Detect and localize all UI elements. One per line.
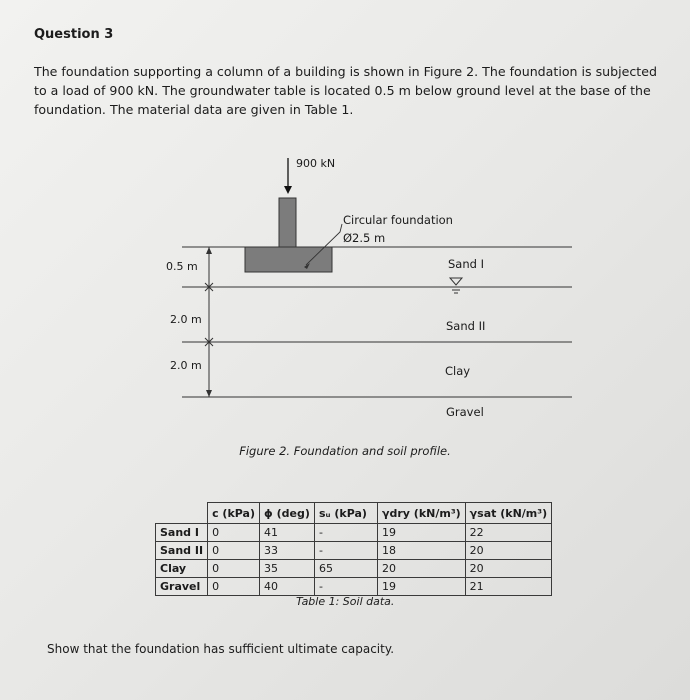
header-phi: ϕ (deg) (260, 503, 315, 524)
cell-gamma-dry: 20 (378, 560, 466, 578)
cell-gamma-sat: 20 (465, 560, 551, 578)
cell-gamma-dry: 19 (378, 578, 466, 596)
table-row (156, 560, 552, 578)
cell-phi: 35 (260, 560, 315, 578)
cell-gamma-sat: 20 (465, 542, 551, 560)
cell-phi: 33 (260, 542, 315, 560)
table-caption: Table 1: Soil data. (296, 595, 395, 608)
cell-gamma-sat: 21 (465, 578, 551, 596)
dim-arrow-bottom-icon (206, 390, 212, 397)
cell-c: 0 (208, 560, 260, 578)
cell-c: 0 (208, 578, 260, 596)
header-su: sᵤ (kPa) (315, 503, 378, 524)
figure-caption: Figure 2. Foundation and soil profile. (239, 444, 451, 458)
load-label: 900 kN (296, 157, 336, 170)
cell-su: - (315, 578, 378, 596)
question-prompt: Show that the foundation has sufficient ultimate capacity. (47, 642, 395, 656)
question-title: Question 3 (34, 27, 114, 42)
header-gamma-dry: γdry (kN/m³) (378, 503, 466, 524)
header-c: c (kPa) (208, 503, 260, 524)
layer-label-sand1: Sand I (448, 257, 484, 271)
soil-data-table (155, 502, 552, 596)
cell-c: 0 (208, 542, 260, 560)
layer-label-gravel: Gravel (446, 405, 484, 419)
cell-phi: 40 (260, 578, 315, 596)
cell-gamma-sat: 22 (465, 524, 551, 542)
depth-label-3: 2.0 m (170, 359, 202, 372)
layer-label-clay: Clay (445, 364, 471, 378)
layer-label-sand2: Sand II (446, 319, 486, 333)
table-header-row (156, 503, 552, 524)
column (279, 198, 296, 247)
cell-su: - (315, 542, 378, 560)
cell-su: 65 (315, 560, 378, 578)
depth-label-2: 2.0 m (170, 313, 202, 326)
foundation-label: Circular foundation (343, 213, 453, 227)
depth-label-1: 0.5 m (166, 260, 198, 273)
cell-gamma-dry: 18 (378, 542, 466, 560)
dim-arrow-top-icon (206, 247, 212, 254)
foundation-diameter: Ø2.5 m (343, 231, 386, 245)
question-body: The foundation supporting a column of a building is shown in Figure 2. The foundation is subjected to a load of 900 kN. The groundwater table is located 0.5 m below ground level at the base of the foundation. The material data are given in Table 1. (34, 64, 657, 117)
table-row (156, 542, 552, 560)
load-arrow-icon (284, 186, 292, 194)
row-name: Clay (156, 560, 208, 578)
table-row (156, 578, 552, 596)
cell-gamma-dry: 19 (378, 524, 466, 542)
table-row (156, 524, 552, 542)
header-gamma-sat: γsat (kN/m³) (465, 503, 551, 524)
table-corner (156, 503, 208, 524)
cell-c: 0 (208, 524, 260, 542)
row-name: Sand II (156, 542, 208, 560)
cell-phi: 41 (260, 524, 315, 542)
row-name: Sand I (156, 524, 208, 542)
water-table-icon (450, 278, 462, 293)
footing (245, 247, 332, 272)
cell-su: - (315, 524, 378, 542)
row-name: Gravel (156, 578, 208, 596)
